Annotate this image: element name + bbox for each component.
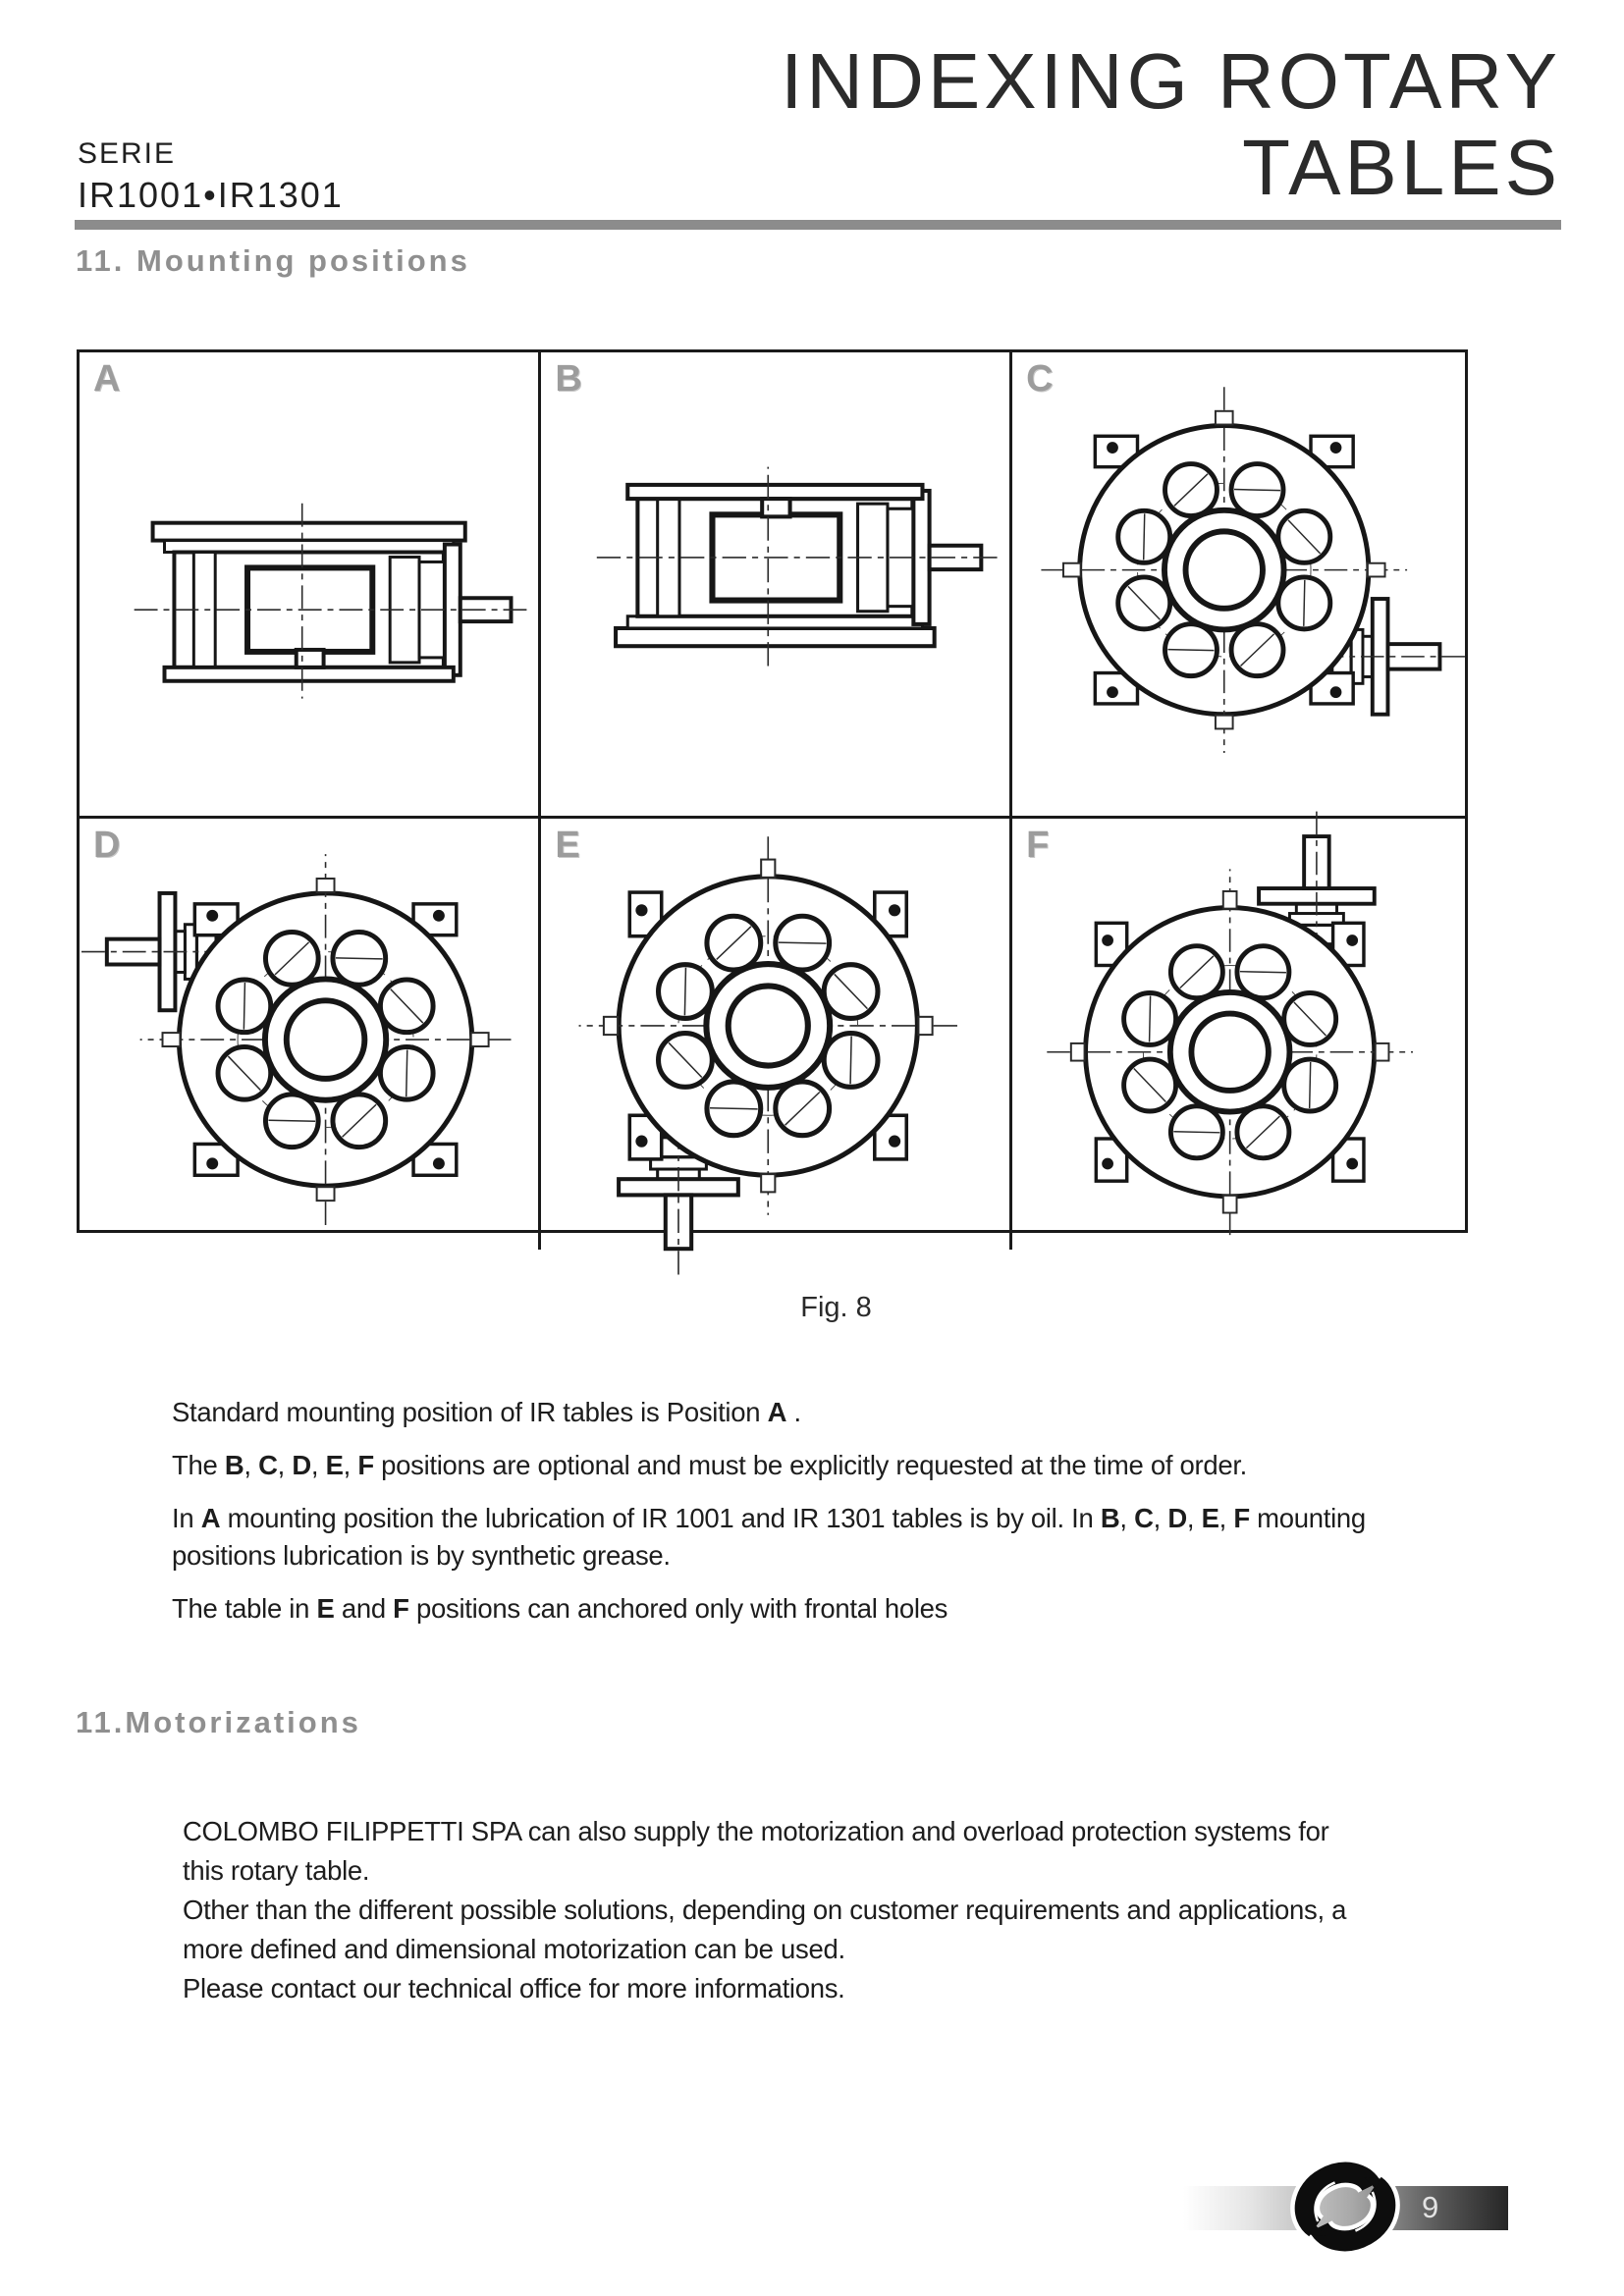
figure-cell-d (80, 819, 541, 1250)
page-title-line2: TABLES (1242, 124, 1561, 211)
series-label: SERIE (78, 137, 177, 170)
page-title-line1: INDEXING ROTARY (781, 37, 1561, 125)
paragraph: The B, C, D, E, F positions are optional and must be explicitly requested at the time of order. (172, 1450, 1248, 1480)
technical-drawing-side-view (541, 352, 1009, 816)
technical-drawing-front-view (1012, 819, 1465, 1250)
figure-cell-c (1012, 352, 1465, 819)
cell-label-d: D (93, 824, 122, 866)
paragraph-line: Please contact our technical office for more informations. (183, 1973, 845, 2003)
paragraph-line: COLOMBO FILIPPETTI SPA can also supply the motorization and overload protection systems for (183, 1816, 1329, 1846)
header-divider-bar (75, 220, 1561, 230)
cell-label-c: C (1026, 358, 1055, 400)
mounting-paragraphs (172, 1394, 1515, 1643)
page-title (781, 35, 1561, 211)
figure-cell-a (80, 352, 541, 819)
cell-label-f: F (1026, 824, 1051, 866)
series-models: IR1001•IR1301 (78, 175, 344, 215)
cell-label-b: B (555, 358, 583, 400)
motorization-paragraph (183, 1812, 1514, 2008)
technical-drawing-side-view (80, 352, 538, 816)
section-title-motorizations: 11.Motorizations (76, 1705, 361, 1739)
technical-drawing-front-view (541, 819, 1009, 1250)
colombo-filippetti-logo-icon (1284, 2158, 1406, 2256)
paragraph: The table in E and F positions can anchored only with frontal holes (172, 1593, 948, 1624)
section-title-mounting-positions: 11. Mounting positions (76, 243, 470, 278)
technical-drawing-front-view (80, 819, 538, 1250)
cell-label-a: A (93, 358, 122, 400)
figure-cell-e (541, 819, 1012, 1250)
technical-drawing-front-view (1012, 352, 1465, 816)
figure-cell-f (1012, 819, 1465, 1250)
paragraph-line: this rotary table. (183, 1855, 370, 1886)
paragraph-line: more defined and dimensional motorization can be used. (183, 1934, 845, 1964)
paragraph-line: Other than the different possible solutions, depending on customer requirements and applications, a (183, 1895, 1347, 1925)
page-number: 9 (1422, 2190, 1439, 2224)
paragraph: Standard mounting position of IR tables is Position A . (172, 1397, 801, 1427)
paragraph: In A mounting position the lubrication of IR 1001 and IR 1301 tables is by oil. In B, C, D, E, F mounting positions lubrication is by synthetic grease. (172, 1503, 1366, 1571)
figure-caption: Fig. 8 (800, 1292, 872, 1323)
figure-cell-b (541, 352, 1012, 819)
mounting-positions-figure (77, 349, 1468, 1233)
cell-label-e: E (555, 824, 581, 866)
